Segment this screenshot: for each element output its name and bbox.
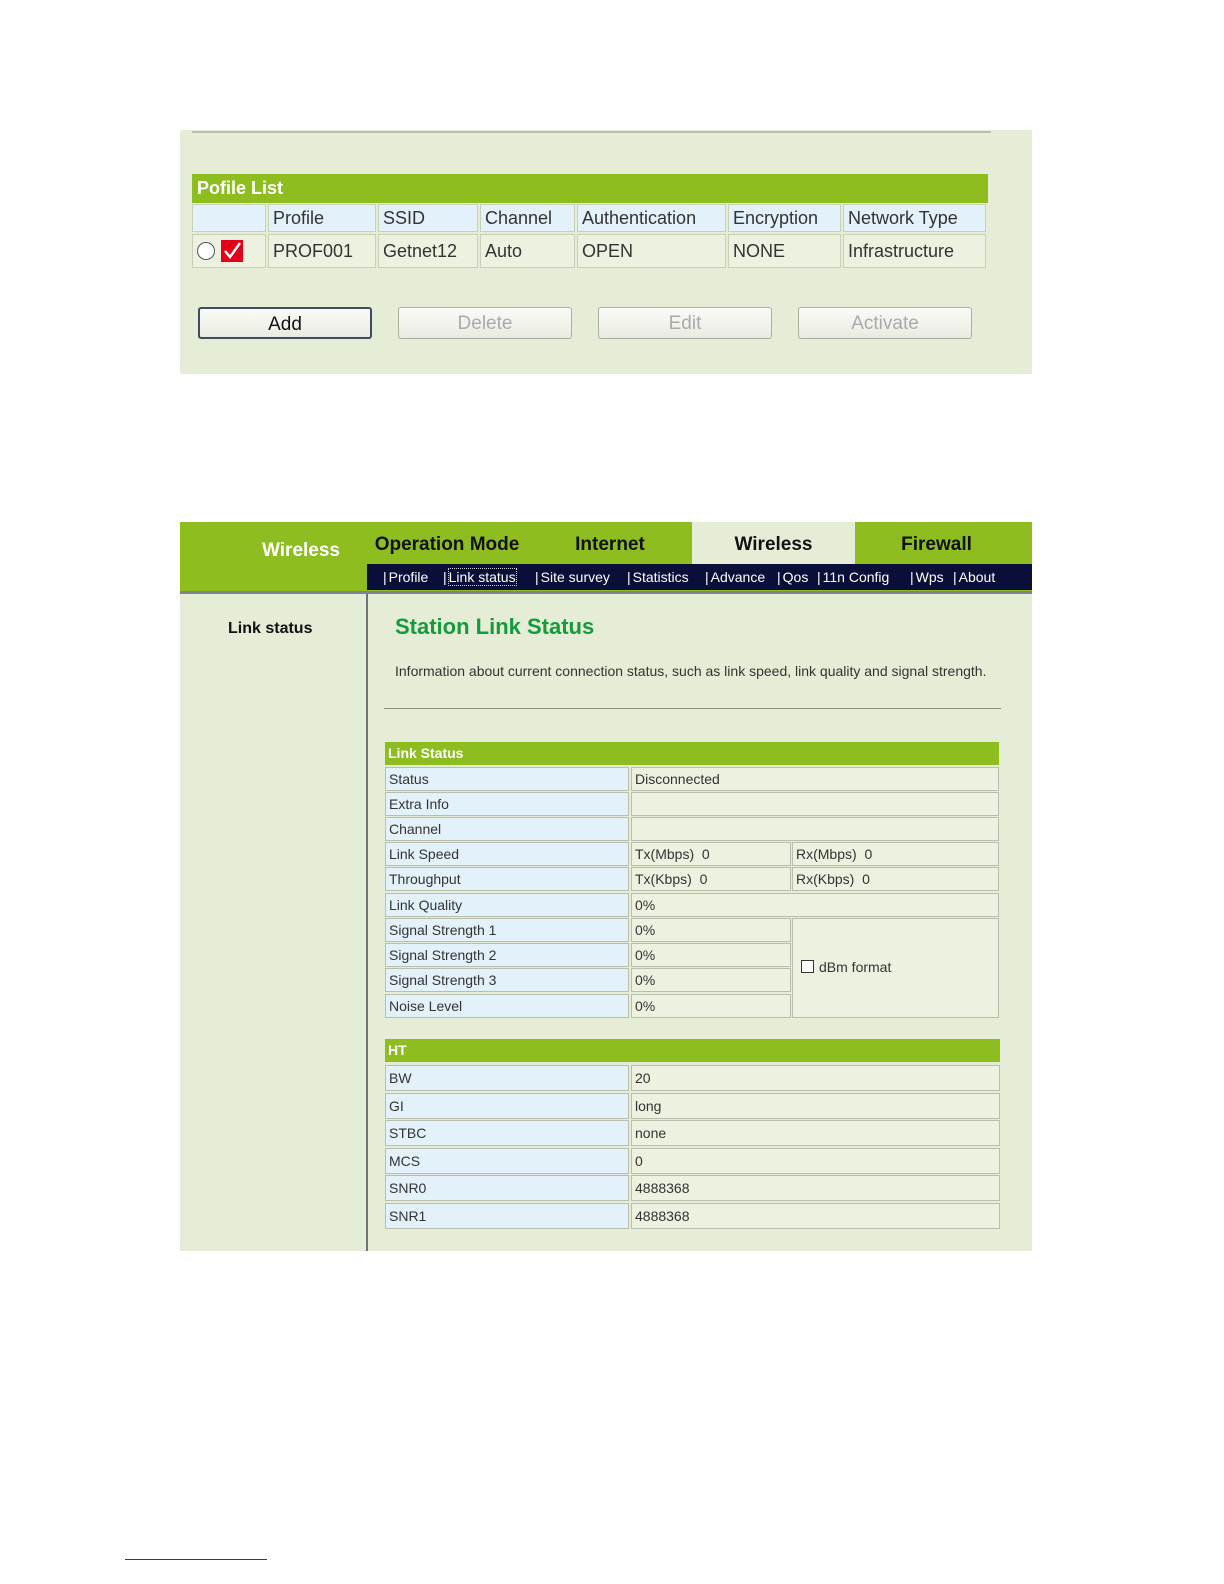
signal-strength-3-value: 0%: [631, 968, 791, 992]
subtab-qos[interactable]: | Qos: [777, 569, 808, 585]
delete-button[interactable]: Delete: [398, 307, 572, 339]
dbm-format-option[interactable]: [792, 918, 999, 1018]
select-column-header: [192, 204, 266, 232]
link-speed-label: Link Speed: [385, 842, 629, 866]
column-header-network-type: Network Type: [843, 204, 986, 232]
ht-snr0-value: 4888368: [631, 1175, 1000, 1201]
signal-strength-1-value: 0%: [631, 918, 791, 942]
throughput-rx: Rx(Kbps) 0: [792, 867, 999, 891]
brand-title: Wireless: [262, 540, 340, 561]
subtab-advance[interactable]: | Advance: [705, 569, 765, 585]
profile-table: [190, 202, 988, 270]
signal-strength-1-label: Signal Strength 1: [385, 918, 629, 942]
profile-list-panel: [180, 130, 1032, 374]
divider: [384, 708, 1001, 709]
edit-button[interactable]: Edit: [598, 307, 772, 339]
link-status-panel: [180, 522, 1032, 1251]
cell-network-type: Infrastructure: [843, 234, 986, 268]
sidebar-divider: [366, 594, 368, 1251]
link-quality-label: Link Quality: [385, 893, 629, 917]
activate-button[interactable]: Activate: [798, 307, 972, 339]
column-header-ssid: SSID: [378, 204, 478, 232]
ht-section-header: HT: [385, 1039, 1000, 1062]
cell-encryption: NONE: [728, 234, 841, 268]
sidebar-item-link-status[interactable]: Link status: [228, 620, 313, 637]
table-row[interactable]: [192, 234, 986, 268]
subtab-link-status[interactable]: | Link status: [443, 569, 516, 585]
page-description: Information about current connection status, such as link speed, link quality and signal strength.: [395, 663, 987, 679]
active-check-icon: [221, 240, 243, 262]
tab-wireless[interactable]: Wireless: [692, 522, 855, 564]
ht-snr1-value: 4888368: [631, 1203, 1000, 1229]
dbm-format-checkbox[interactable]: [801, 960, 814, 973]
ht-snr0-label: SNR0: [385, 1175, 629, 1201]
throughput-tx: Tx(Kbps) 0: [631, 867, 791, 891]
subtab-11n-config[interactable]: | 11n Config: [817, 569, 889, 585]
ht-gi-value: long: [631, 1093, 1000, 1119]
add-button[interactable]: Add: [198, 307, 372, 339]
link-speed-tx: Tx(Mbps) 0: [631, 842, 791, 866]
status-value: Disconnected: [631, 767, 999, 791]
noise-level-label: Noise Level: [385, 994, 629, 1018]
ht-snr1-label: SNR1: [385, 1203, 629, 1229]
footnote-separator: [125, 1559, 267, 1560]
signal-strength-2-value: 0%: [631, 943, 791, 967]
channel-label: Channel: [385, 817, 629, 841]
link-quality-value: 0%: [631, 893, 999, 917]
column-header-profile: Profile: [268, 204, 376, 232]
cell-ssid: Getnet12: [378, 234, 478, 268]
ht-mcs-value: 0: [631, 1148, 1000, 1174]
channel-value: [631, 817, 999, 841]
page-title: Station Link Status: [395, 614, 595, 639]
profile-list-header: Pofile List: [192, 174, 988, 203]
nav-divider: [180, 591, 1032, 594]
ht-mcs-label: MCS: [385, 1148, 629, 1174]
noise-level-value: 0%: [631, 994, 791, 1018]
subtab-wps[interactable]: | Wps: [910, 569, 944, 585]
signal-strength-3-label: Signal Strength 3: [385, 968, 629, 992]
cell-authentication: OPEN: [577, 234, 726, 268]
row-select-cell: [192, 234, 266, 268]
profile-radio-button[interactable]: [197, 242, 215, 260]
extra-info-label: Extra Info: [385, 792, 629, 816]
subtab-about[interactable]: | About: [953, 569, 995, 585]
throughput-label: Throughput: [385, 867, 629, 891]
ht-bw-label: BW: [385, 1065, 629, 1091]
ht-stbc-label: STBC: [385, 1120, 629, 1146]
status-label: Status: [385, 767, 629, 791]
subtab-profile[interactable]: | Profile: [383, 569, 428, 585]
tab-firewall[interactable]: Firewall: [901, 534, 972, 555]
subtab-statistics[interactable]: | Statistics: [627, 569, 689, 585]
ht-bw-value: 20: [631, 1065, 1000, 1091]
tab-internet[interactable]: Internet: [575, 534, 645, 555]
ht-stbc-value: none: [631, 1120, 1000, 1146]
column-header-encryption: Encryption: [728, 204, 841, 232]
dbm-format-label: dBm format: [819, 959, 892, 975]
cell-profile: PROF001: [268, 234, 376, 268]
column-header-authentication: Authentication: [577, 204, 726, 232]
column-header-channel: Channel: [480, 204, 575, 232]
cell-channel: Auto: [480, 234, 575, 268]
ht-gi-label: GI: [385, 1093, 629, 1119]
signal-strength-2-label: Signal Strength 2: [385, 943, 629, 967]
extra-info-value: [631, 792, 999, 816]
link-speed-rx: Rx(Mbps) 0: [792, 842, 999, 866]
link-status-section-header: Link Status: [385, 742, 999, 765]
tab-operation-mode[interactable]: Operation Mode: [374, 534, 520, 555]
table-header-row: [192, 204, 986, 232]
divider: [192, 131, 991, 133]
subtab-site-survey[interactable]: | Site survey: [535, 569, 610, 585]
